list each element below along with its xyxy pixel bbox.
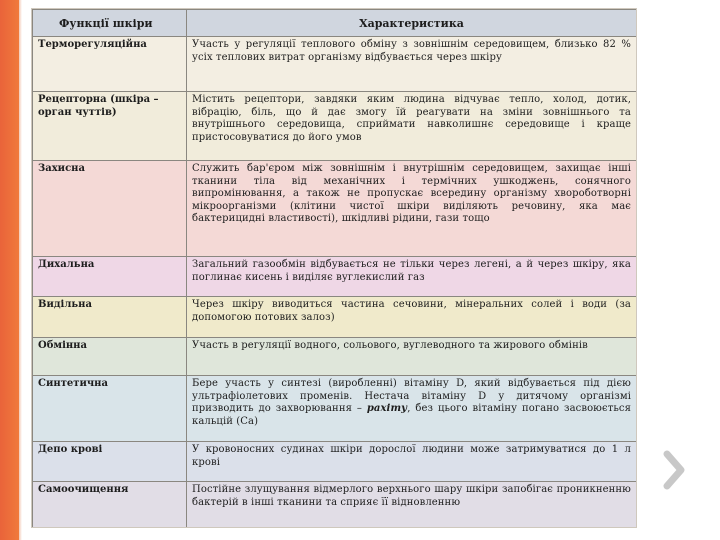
table-row bbox=[33, 376, 637, 442]
table-row bbox=[33, 338, 637, 376]
function-name: Дихальна bbox=[33, 257, 187, 297]
skin-functions-table bbox=[32, 9, 636, 527]
function-description: Участь у регуляції теплового обміну з зовнішнім середовищем, близько 82 % усіх теплових витрат організму відбувається через шкіру bbox=[187, 37, 637, 92]
function-name: Самоочищення bbox=[33, 482, 187, 528]
function-description: Постійне злущування відмерлого верхнього шару шкіри запобігає проникненню бактерій в інші тканини та сприяє її відновленню bbox=[187, 482, 637, 528]
table-row bbox=[33, 92, 637, 161]
table-row bbox=[33, 37, 637, 92]
desc-part: , без цього вітаміну погано засвоюється кальцій (Са) bbox=[192, 403, 631, 427]
function-description: У кровоносних судинах шкіри дорослої людини може затримуватися до 1 л крові bbox=[187, 442, 637, 482]
accent-bar-shadow bbox=[19, 0, 22, 540]
table-row bbox=[33, 297, 637, 338]
function-name: Терморегуляційна bbox=[33, 37, 187, 92]
function-name: Захисна bbox=[33, 161, 187, 257]
function-description: Містить рецептори, завдяки яким людина відчуває тепло, холод, дотик, вібрацію, біль, що й дає змогу їй реагувати на зміни зовнішнього та внутрішнього середовища, сприймати навколишнє середовище і краще пристосовуватися до його умов bbox=[187, 92, 637, 161]
function-name: Рецепторна (шкіра – орган чуттів) bbox=[33, 92, 187, 161]
function-description: Служить бар'єром між зовнішнім і внутрішнім середовищем, захищає інші тканини тіла від механічних і термічних ушкоджень, сонячного випромінювання, а також не пропускає всередину організму хвороботворні мікроорганізми (клітини чистої шкіри виділяють речовину, яка має бактерицидні властивості), шкідливі рідини, гази тощо bbox=[187, 161, 637, 257]
column-header-function: Функції шкіри bbox=[33, 10, 187, 37]
table-row bbox=[33, 161, 637, 257]
function-name: Синтетична bbox=[33, 376, 187, 442]
table-row bbox=[33, 482, 637, 528]
table-row bbox=[33, 442, 637, 482]
chevron-right-icon bbox=[663, 450, 687, 490]
table-row bbox=[33, 257, 637, 297]
desc-part: Бере участь у синтезі (виробленні) вітаміну D, який відбувається під дією ультрафіолетових променів. Нестача вітаміну D у дитячому організмі призводить до захворювання – bbox=[192, 378, 631, 415]
function-description: Загальний газообмін відбувається не тільки через легені, а й через шкіру, яка поглинає кисень і виділяє вуглекислий газ bbox=[187, 257, 637, 297]
desc-emphasis: рахіту bbox=[366, 403, 408, 415]
function-name: Депо крові bbox=[33, 442, 187, 482]
accent-bar bbox=[0, 0, 19, 540]
column-header-characteristic: Характеристика bbox=[187, 10, 637, 37]
function-name: Обмінна bbox=[33, 338, 187, 376]
function-description: Участь в регуляції водного, сольового, вуглеводного та жирового обмінів bbox=[187, 338, 637, 376]
table-header-row bbox=[33, 10, 637, 37]
next-slide-button[interactable] bbox=[660, 445, 690, 495]
function-name: Видільна bbox=[33, 297, 187, 338]
function-description bbox=[187, 376, 637, 442]
function-description: Через шкіру виводиться частина сечовини, мінеральних солей і води (за допомогою потових залоз) bbox=[187, 297, 637, 338]
skin-functions-table-image bbox=[32, 9, 636, 527]
